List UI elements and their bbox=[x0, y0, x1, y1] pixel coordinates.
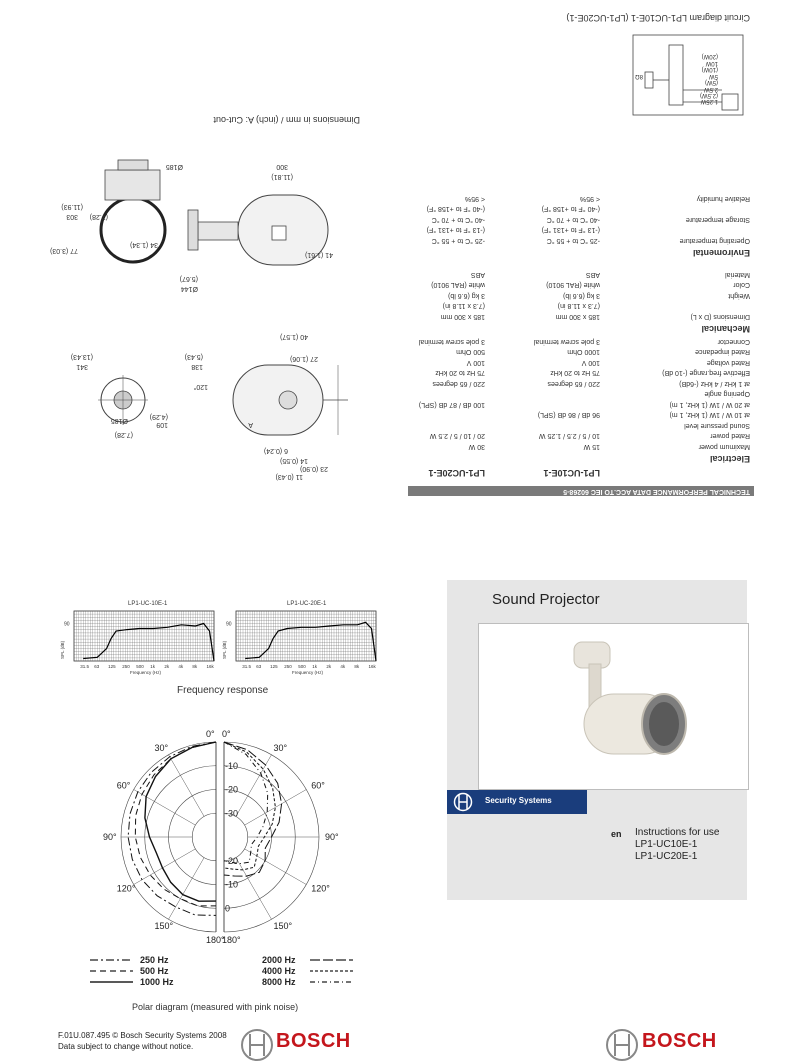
dim-303: 303 bbox=[66, 213, 78, 220]
circuit-label-20w: (20W) bbox=[701, 53, 718, 59]
fr-x-tick: 16k bbox=[368, 664, 376, 669]
polar-caption: Polar diagram (measured with pink noise) bbox=[132, 1002, 299, 1012]
legend-lines bbox=[88, 955, 358, 990]
polar-angle-right: 30° bbox=[273, 742, 288, 753]
fr-x-tick: 31.5 bbox=[80, 664, 89, 669]
spec-electrical-value-a: 15 W bbox=[583, 443, 600, 450]
fr-x-tick: 125 bbox=[108, 664, 116, 669]
spec-header-bar: TECHNICAL PERFORMANCE DATA ACC.TO IEC 60268-5 bbox=[408, 486, 754, 496]
fr-x-tick: 250 bbox=[122, 664, 130, 669]
spec-electrical-row bbox=[410, 429, 750, 440]
polar-ring-left bbox=[192, 813, 216, 861]
spec-electrical-row bbox=[410, 355, 750, 366]
spec-electrical-value-b: 75 Hz to 20 kHz bbox=[435, 369, 485, 377]
spec-electrical-row bbox=[410, 366, 750, 377]
polar-spoke-left bbox=[169, 858, 205, 920]
footer-ref: F.01U.087.495 © Bosch Security Systems 2008 bbox=[58, 1031, 227, 1040]
spec-electrical-value-b: 3 pole screw terminal bbox=[418, 338, 485, 345]
polar-radial-label: -20 bbox=[225, 784, 239, 795]
spec-electrical-row bbox=[410, 439, 750, 450]
polar-spoke-right bbox=[236, 858, 272, 920]
cover-title: Sound Projector bbox=[492, 591, 600, 608]
spec-environmental-value-b: (-13 °F to +131 °F) bbox=[426, 226, 485, 234]
polar-root bbox=[103, 729, 339, 945]
circuit-label-ohm: 8Ω bbox=[635, 73, 643, 79]
dim-6: 6 (0.24) bbox=[263, 447, 288, 454]
fr-x-label: Frequency (Hz) bbox=[292, 670, 324, 675]
spec-environmental-value-b: -25 °C to + 55 °C bbox=[431, 237, 485, 244]
fr-x-tick: 4k bbox=[340, 664, 346, 669]
spec-model-b: LP1-UC20E-1 bbox=[428, 468, 485, 478]
dim-11-81: (11.81) bbox=[271, 173, 293, 180]
fr-chart1-title: LP1-UC-10E-1 bbox=[128, 601, 168, 607]
spec-mechanical-value-a: 3 kg (6.6 lb) bbox=[563, 292, 600, 299]
dim-7-28b: (7.28) bbox=[89, 213, 108, 220]
spec-electrical-value-a: 96 dB / 86 dB (SPL) bbox=[537, 411, 600, 419]
dim-138: 138 bbox=[191, 363, 203, 370]
circuit-label-2-5w: 2.5W bbox=[703, 86, 718, 92]
bosch-logo-icon-left bbox=[240, 1028, 276, 1062]
fr-x-tick: 500 bbox=[298, 664, 306, 669]
spec-electrical-label: Connector bbox=[717, 338, 750, 345]
dim-13-43: (13.43) bbox=[70, 353, 93, 360]
spec-electrical-row bbox=[410, 408, 750, 419]
spec-mechanical-row bbox=[410, 309, 750, 320]
spec-electrical-value-a: 3 pole screw terminal bbox=[533, 338, 600, 345]
polar-angle-left: 120° bbox=[116, 883, 136, 894]
spec-electrical-row bbox=[410, 376, 750, 387]
bosch-logo-icon-right bbox=[605, 1028, 641, 1062]
fr-y-label: SPL (dB) bbox=[60, 640, 65, 659]
dim-23: 23 (0.90) bbox=[299, 465, 328, 472]
polar-angle-right: 120° bbox=[311, 883, 330, 894]
spec-environmental-value-a: (-40 °F to +158 °F) bbox=[541, 205, 600, 213]
polar-angle-right: 60° bbox=[311, 780, 325, 791]
spec-electrical-label: Maximum power bbox=[698, 443, 750, 450]
spec-electrical-label: Sound pressure level bbox=[684, 422, 750, 429]
spec-mechanical-value-a: ABS bbox=[585, 271, 600, 278]
spec-electrical-value-b: 500 Ohm bbox=[456, 348, 485, 356]
spec-electrical-label: Rated power bbox=[710, 432, 750, 440]
fr-x-label: Frequency (Hz) bbox=[130, 670, 162, 675]
fr-chart-2 bbox=[222, 611, 376, 675]
spec-electrical-value-a: 220 / 65 degrees bbox=[547, 380, 600, 387]
language-code: en bbox=[611, 829, 622, 839]
spec-mechanical-label: Dimensions (D x L) bbox=[690, 313, 750, 320]
spec-electrical-label: at 1 kHz / 4 kHz (-6dB) bbox=[679, 380, 750, 387]
spec-electrical-value-a: 75 Hz to 20 kHz bbox=[550, 369, 600, 377]
polar-spoke-right bbox=[245, 790, 307, 826]
spec-environmental-value-b: -40 °C to + 70 °C bbox=[431, 216, 485, 223]
dim-11: 11 (0.43) bbox=[275, 473, 303, 480]
polar-radial-label: -10 bbox=[225, 760, 239, 771]
circuit-frame bbox=[633, 35, 743, 115]
spec-electrical-label: at 20 W / 1W (1 kHz, 1 m) bbox=[669, 401, 750, 408]
fr-x-tick: 63 bbox=[256, 664, 262, 669]
dim-40: 40 (1.57) bbox=[279, 333, 308, 340]
circuit-label-10w: 10W bbox=[705, 60, 718, 66]
spec-section-electrical: Electrical bbox=[709, 454, 750, 464]
polar-angle-left: 0° bbox=[206, 729, 215, 739]
spec-section-mechanical: Mechanical bbox=[701, 324, 750, 334]
spec-electrical-value-b: 100 V bbox=[466, 359, 485, 366]
spec-environmental-value-a: < 95% bbox=[579, 195, 600, 202]
security-systems-label: Security Systems bbox=[485, 796, 552, 805]
spec-section-environmental: Enviromental bbox=[692, 248, 750, 258]
spec-electrical-row bbox=[410, 418, 750, 429]
polar-spoke-left bbox=[134, 790, 196, 826]
fr-x-tick: 1k bbox=[312, 664, 318, 669]
polar-curve-1000 bbox=[145, 742, 216, 901]
spec-mechanical-value-b: ABS bbox=[470, 271, 485, 278]
circuit-label-2-5w-b: (2.5W) bbox=[700, 92, 718, 98]
fr-x-tick: 4k bbox=[178, 664, 184, 669]
product-photo bbox=[478, 623, 749, 790]
polar-spoke-left bbox=[134, 849, 196, 885]
spec-electrical-row bbox=[410, 397, 750, 408]
fr-x-tick: 250 bbox=[284, 664, 292, 669]
spec-environmental-row bbox=[410, 212, 750, 223]
spec-environmental-label: Operating temperature bbox=[679, 237, 750, 244]
spec-environmental-row bbox=[410, 223, 750, 234]
spec-electrical-label: Opening angle bbox=[704, 390, 750, 398]
footer-notice: Data subject to change without notice. bbox=[58, 1042, 194, 1051]
dim-144: Ø144 bbox=[180, 285, 198, 292]
spec-environmental-row bbox=[410, 233, 750, 244]
dimension-drawings bbox=[48, 140, 348, 480]
circuit-label-5w-b: (5W) bbox=[705, 79, 718, 85]
fr-x-tick: 8k bbox=[192, 664, 198, 669]
polar-angle-right: 90° bbox=[325, 832, 339, 842]
polar-radial-label: -20 bbox=[225, 855, 239, 866]
dim-41: 41 (1.61) bbox=[304, 251, 333, 258]
spec-mechanical-value-b: white (RAL 9010) bbox=[431, 281, 485, 289]
polar-angle-right: 180° bbox=[222, 935, 241, 945]
polar-angle-left: 90° bbox=[103, 832, 117, 842]
spec-electrical-value-b: 100 dB / 87 dB (SPL) bbox=[418, 401, 485, 408]
spec-environmental-value-b: (-40 °F to +158 °F) bbox=[426, 205, 485, 213]
spec-mechanical-value-b: 3 kg (6.6 lb) bbox=[448, 292, 485, 299]
frequency-response-charts bbox=[60, 608, 390, 683]
bosch-logo-icon-band bbox=[452, 792, 474, 812]
legend-1000: 1000 Hz bbox=[140, 977, 174, 987]
dim-4-29: (4.29) bbox=[149, 413, 168, 420]
spec-mechanical-label: Weight bbox=[728, 292, 750, 299]
spec-electrical-row bbox=[410, 345, 750, 356]
fr-x-tick: 31.5 bbox=[242, 664, 251, 669]
spec-environmental-label: Storage temperature bbox=[685, 216, 750, 223]
circuit-terminal bbox=[722, 94, 738, 110]
spec-environmental-label: Relative humidity bbox=[696, 195, 750, 202]
fr-chart-1 bbox=[60, 611, 214, 675]
dim-77: 77 (3.03) bbox=[49, 247, 78, 254]
fr-chart2-title: LP1-UC-20E-1 bbox=[287, 601, 327, 607]
spec-mechanical-label: Material bbox=[725, 271, 750, 278]
spec-mechanical-value-a: white (RAL 9010) bbox=[546, 281, 600, 289]
dim-7-28a: (7.28) bbox=[114, 431, 133, 438]
fr-x-tick: 2k bbox=[164, 664, 170, 669]
bosch-wordmark-left: BOSCH bbox=[276, 1030, 351, 1052]
circuit-label-10w-b: (10W) bbox=[701, 66, 718, 72]
dim-185b: Ø185 bbox=[165, 163, 183, 170]
spec-electrical-value-a: 1000 Ohm bbox=[567, 348, 600, 356]
fr-y-label: SPL (dB) bbox=[222, 640, 227, 659]
circuit-label-1-25w: 1.25W bbox=[700, 98, 718, 104]
rotated-spec-page bbox=[0, 0, 808, 520]
spec-electrical-label: Rated voltage bbox=[706, 359, 750, 366]
fr-x-tick: 16k bbox=[206, 664, 214, 669]
dim-34: 34 (1.34) bbox=[129, 241, 158, 248]
dim-5-67: (5.67) bbox=[179, 275, 198, 282]
polar-radial-label: 0 bbox=[225, 903, 231, 914]
spec-electrical-row bbox=[410, 387, 750, 398]
legend-4000: 4000 Hz bbox=[262, 966, 296, 976]
spec-mechanical-row bbox=[410, 299, 750, 310]
dim-14: 14 (0.55) bbox=[279, 457, 308, 464]
spec-mechanical-row bbox=[410, 267, 750, 278]
dim-109: 109 bbox=[156, 421, 168, 428]
fr-x-tick: 125 bbox=[270, 664, 278, 669]
spec-model-a: LP1-UC10E-1 bbox=[543, 468, 600, 478]
spec-electrical-value-b: 20 / 10 / 5 / 2.5 W bbox=[429, 432, 485, 440]
polar-angle-left: 60° bbox=[116, 780, 131, 791]
legend-250: 250 Hz bbox=[140, 955, 169, 965]
circuit-diagram bbox=[618, 30, 748, 120]
polar-radial-label: -30 bbox=[225, 808, 239, 819]
dim-341: 341 bbox=[76, 363, 88, 370]
fr-y-tick: 90 bbox=[226, 621, 232, 628]
polar-radial-label: -10 bbox=[225, 879, 239, 890]
spec-electrical-value-a: 100 V bbox=[581, 359, 600, 366]
bosch-wordmark-right: BOSCH bbox=[642, 1030, 717, 1052]
circuit-transformer bbox=[669, 45, 683, 105]
spec-mechanical-row bbox=[410, 278, 750, 289]
dim-5-43: (5.43) bbox=[184, 353, 203, 360]
spec-environmental-value-a: (-13 °F to +131 °F) bbox=[541, 226, 600, 234]
fr-y-tick: 90 bbox=[64, 621, 70, 628]
fr-x-tick: 2k bbox=[326, 664, 332, 669]
spec-electrical-label: Rated impedance bbox=[695, 348, 750, 356]
spec-mechanical-label: Color bbox=[733, 281, 750, 289]
spec-environmental-row bbox=[410, 202, 750, 213]
cover-model-b: LP1-UC20E-1 bbox=[635, 851, 698, 862]
spec-electrical-label: Effective freq.range (-10 dB) bbox=[662, 369, 750, 377]
polar-spoke-left bbox=[169, 755, 205, 817]
dim-120: 120° bbox=[193, 383, 208, 390]
legend-2000: 2000 Hz bbox=[262, 955, 296, 965]
sound-projector-illustration bbox=[479, 624, 748, 789]
spec-electrical-value-b: 220 / 65 degrees bbox=[432, 380, 485, 387]
dim-300: 300 bbox=[276, 163, 288, 170]
circuit-speaker bbox=[645, 72, 653, 88]
polar-angle-right: 150° bbox=[273, 921, 293, 932]
polar-angle-right: 0° bbox=[222, 729, 231, 739]
polar-angle-left: 30° bbox=[154, 742, 169, 753]
spec-electrical-value-b: 30 W bbox=[468, 443, 485, 450]
spec-mechanical-row bbox=[410, 288, 750, 299]
spec-electrical-label: at 10 W / 1W (1 kHz, 1 m) bbox=[669, 411, 750, 419]
spec-environmental-value-a: -40 °C to + 70 °C bbox=[546, 216, 600, 223]
polar-angle-left: 180° bbox=[206, 935, 225, 945]
spec-mechanical-value-b: (7.3 x 11.8 in) bbox=[442, 302, 485, 310]
fr-x-tick: 1k bbox=[150, 664, 156, 669]
spec-mechanical-value-a: (7.3 x 11.8 in) bbox=[557, 302, 600, 310]
cover-model-a: LP1-UC10E-1 bbox=[635, 839, 698, 850]
polar-angle-left: 150° bbox=[154, 921, 174, 932]
legend-8000: 8000 Hz bbox=[262, 977, 296, 987]
polar-ring-right bbox=[224, 813, 248, 861]
spec-electrical-value-a: 10 / 5 / 2.5 / 1.25 W bbox=[538, 432, 600, 440]
fr-x-tick: 63 bbox=[94, 664, 100, 669]
dim-11-93: (11.93) bbox=[61, 203, 83, 210]
circuit-label-5w: 5W bbox=[709, 73, 718, 79]
fr-x-tick: 500 bbox=[136, 664, 144, 669]
polar-curve-250 bbox=[128, 742, 216, 915]
spec-mechanical-value-b: 185 x 300 mm bbox=[440, 313, 485, 320]
dimensions-title: Dimensions in mm / (inch) A: Cut-out bbox=[213, 115, 360, 125]
circuit-diagram-title: Circuit diagram LP1-UC10E-1 (LP1-UC20E-1) bbox=[566, 13, 750, 23]
spec-electrical-row bbox=[410, 334, 750, 345]
dim-27: 27 (1.06) bbox=[289, 355, 318, 362]
spec-environmental-value-b: < 95% bbox=[464, 195, 485, 202]
spec-environmental-row bbox=[410, 191, 750, 202]
dim-185a: Ø185 bbox=[110, 417, 128, 424]
spec-environmental-value-a: -25 °C to + 55 °C bbox=[546, 237, 600, 244]
spec-mechanical-value-a: 185 x 300 mm bbox=[555, 313, 600, 320]
fr-x-tick: 8k bbox=[354, 664, 360, 669]
dim-a: A bbox=[248, 421, 253, 428]
instructions-label: Instructions for use bbox=[635, 827, 720, 838]
frequency-response-caption: Frequency response bbox=[177, 685, 269, 696]
polar-diagram bbox=[100, 729, 340, 950]
legend-500: 500 Hz bbox=[140, 966, 169, 976]
polar-spoke-right bbox=[245, 849, 307, 885]
